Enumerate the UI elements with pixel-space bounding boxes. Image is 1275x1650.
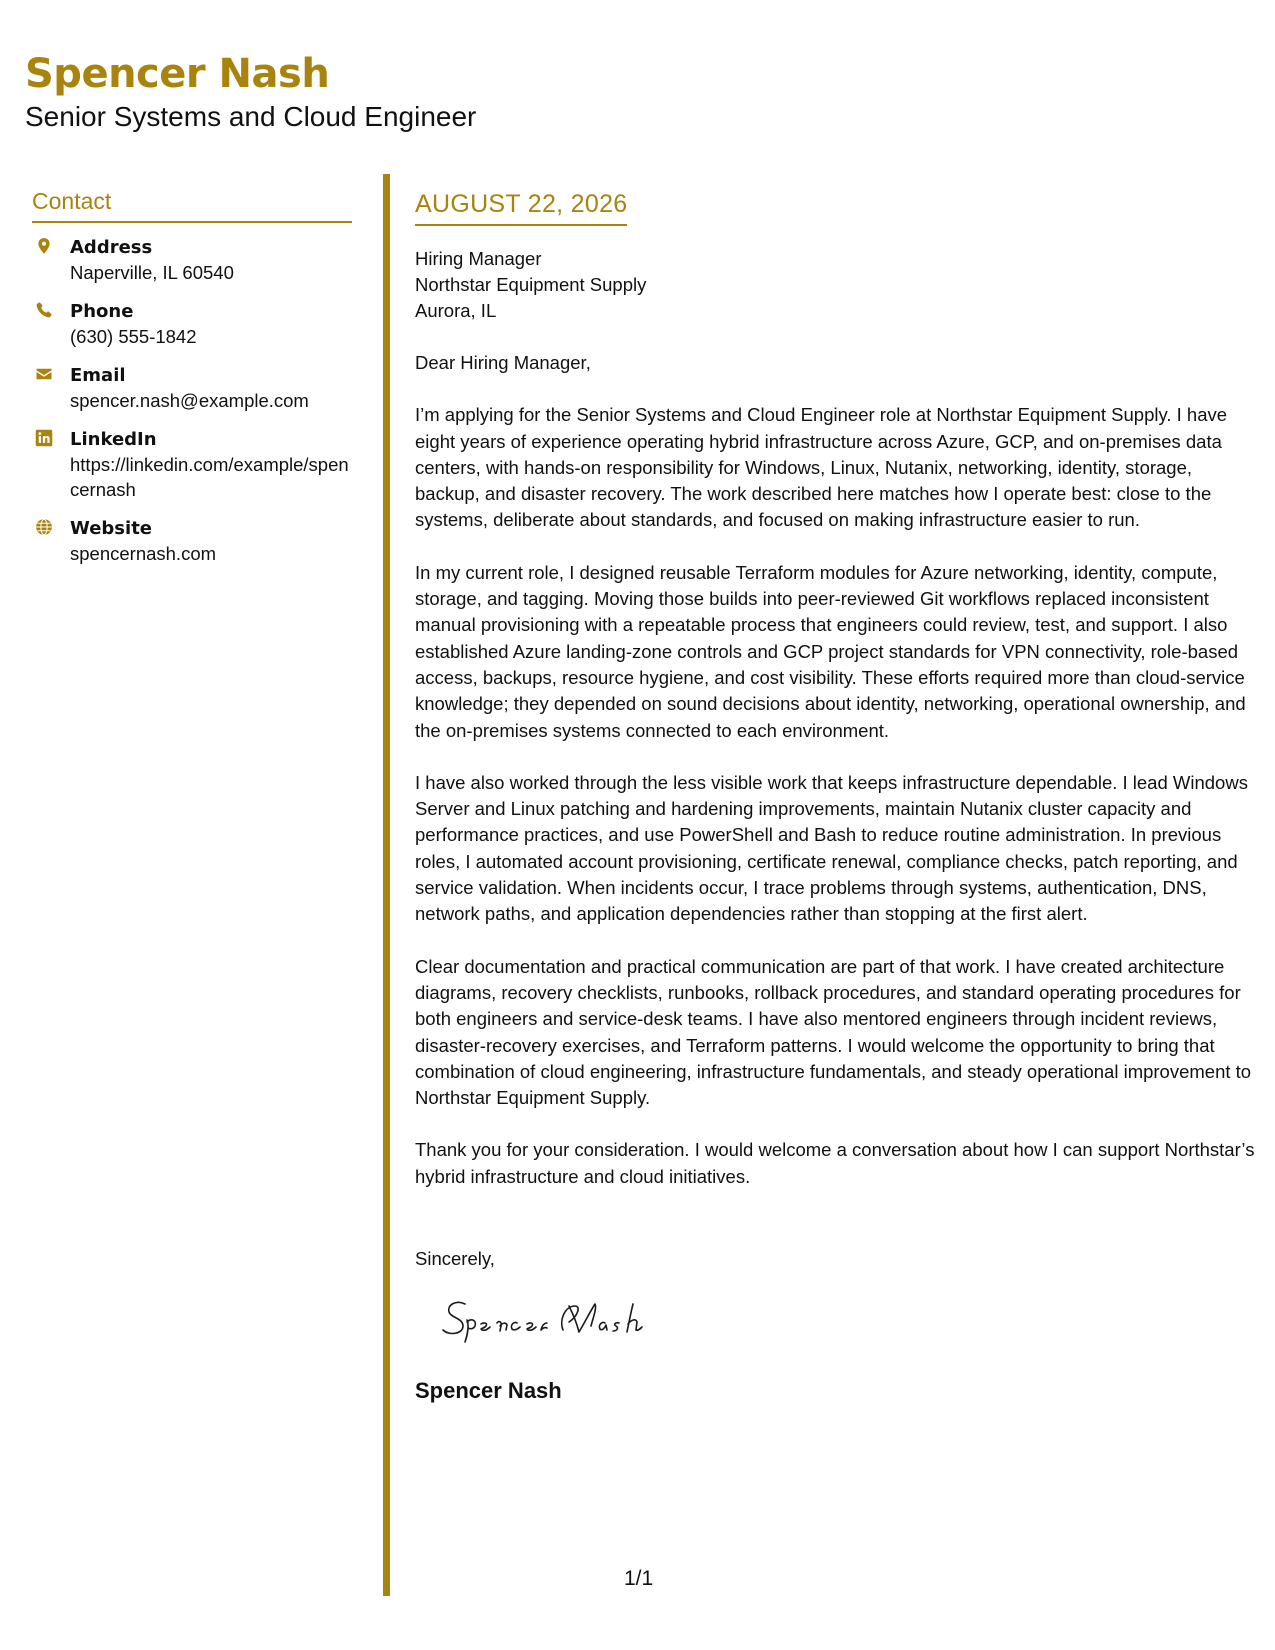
globe-icon — [35, 518, 53, 536]
page-number: 1/1 — [624, 1567, 654, 1590]
job-title: Senior Systems and Cloud Engineer — [25, 101, 477, 132]
body-paragraph: Thank you for your consideration. I would welcome a conversation about how I can support Northstar’s hybrid infrastructure and cloud initiatives. — [415, 1139, 1255, 1187]
recipient-block — [415, 246, 1255, 324]
contact-label: Email — [70, 365, 126, 386]
contact-item-address — [32, 235, 352, 285]
body-paragraph: Clear documentation and practical communication are part of that work. I have created architecture diagrams, recovery checklists, runbooks, rollback procedures, and standard operating procedures for both engineers and service-desk teams. I have also mentored engineers through incident reviews, disaster-recovery exercises, and Terraform patterns. I would welcome the opportunity to bring that combination of cloud engineering, infrastructure fundamentals, and steady operational improvement to Northstar Equipment Supply. — [415, 955, 1252, 1109]
contact-sidebar — [32, 188, 352, 580]
contact-label: Phone — [70, 301, 134, 322]
contact-value: Naperville, IL 60540 — [70, 262, 234, 283]
contact-item-website — [32, 516, 352, 566]
signer-name: Spencer Nash — [415, 1378, 562, 1404]
recipient-line: Hiring Manager — [415, 248, 542, 269]
contact-value: spencer.nash@example.com — [70, 390, 309, 411]
linkedin-icon — [35, 429, 53, 447]
phone-icon — [35, 301, 53, 319]
contact-label: Website — [70, 518, 153, 539]
contact-heading: Contact — [32, 188, 352, 223]
body-paragraph: I’m applying for the Senior Systems and Cloud Engineer role at Northstar Equipment Supply. I have eight years of experience operating hybrid infrastructure across Azure, GCP, and on-premises data centers, with hands-on responsibility for Windows, Linux, Nutanix, networking, identity, storage, backup, and disaster recovery. The work described here matches how I operate best: close to the systems, deliberate about standards, and focused on making infrastructure easier to run. — [415, 404, 1228, 531]
contact-label: LinkedIn — [70, 429, 157, 450]
map-pin-icon — [35, 237, 53, 255]
handwritten-signature — [437, 1290, 667, 1350]
letter-date: AUGUST 22, 2026 — [415, 190, 627, 226]
body-paragraph: I have also worked through the less visible work that keeps infrastructure dependable. I lead Windows Server and Linux patching and hardening improvements, maintain Nutanix cluster capacity and performance practices, and use PowerShell and Bash to reduce routine administration. In previous roles, I automated account provisioning, certificate renewal, compliance checks, patch reporting, and service validation. When incidents occur, I trace problems through systems, authentication, DNS, network paths, and application dependencies rather than stopping at the first alert. — [415, 771, 1248, 925]
vertical-divider — [383, 174, 390, 1596]
contact-value[interactable]: spencernash.com — [70, 543, 217, 564]
contact-item-email — [32, 363, 352, 413]
body-paragraph: In my current role, I designed reusable Terraform modules for Azure networking, identity, compute, storage, and tagging. Moving those builds into peer-reviewed Git workflows replaced inconsistent manual provisioning with a repeatable process that engineers could review, test, and support. I also established Azure landing-zone controls and GCP project standards for VPN connectivity, role-based access, backups, resource hygiene, and cost visibility. These efforts required more than cloud-service knowledge; they depended on sound decisions about identity, networking, operational ownership, and the on-premises systems connected to each environment. — [415, 561, 1246, 741]
contact-label: Address — [70, 237, 153, 258]
header — [25, 48, 476, 134]
contact-value[interactable]: https://linkedin.com/example/spencernash — [70, 454, 349, 500]
closing: Sincerely, — [415, 1248, 495, 1270]
recipient-line: Northstar Equipment Supply — [415, 274, 647, 295]
envelope-icon — [35, 365, 53, 383]
contact-value: (630) 555-1842 — [70, 326, 197, 347]
contact-item-phone — [32, 299, 352, 349]
recipient-line: Aurora, IL — [415, 300, 497, 321]
contact-item-linkedin — [32, 427, 352, 502]
applicant-name: Spencer Nash — [25, 51, 330, 97]
letter-body — [415, 190, 1255, 1405]
salutation: Dear Hiring Manager, — [415, 352, 591, 373]
